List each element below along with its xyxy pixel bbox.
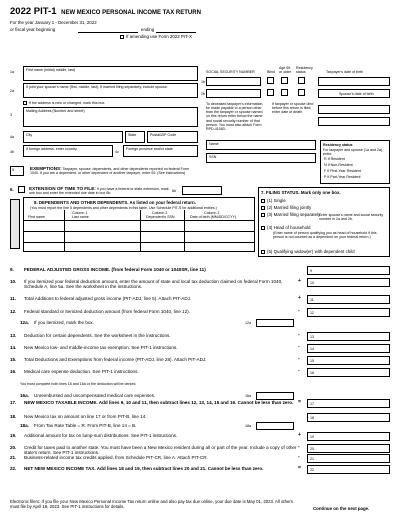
- line-box-label: 18: [310, 416, 314, 420]
- footer-note: Electronic filers: If you file your New Mexico Personal Income Tax return online and also pay tax due online, your due date is May 01, 2023. All others must file by April 18, 2023. See PIT-1 instructions for details.: [10, 499, 293, 509]
- line-amount-field[interactable]: [307, 332, 390, 341]
- other-person-ssn-label: SSN: [209, 155, 217, 159]
- line-number: 15.: [10, 357, 17, 362]
- fiscal-year-label: or fiscal year beginning: [10, 27, 56, 32]
- filing-status-widow: (5) Qualifying widow(er) with dependent child: [267, 249, 355, 254]
- line-sub-amount-field[interactable]: [256, 319, 294, 327]
- filing-status-hoh-box[interactable]: [261, 226, 265, 230]
- zip-field[interactable]: [147, 131, 198, 143]
- residency-status-panel: [320, 140, 390, 184]
- extension-box[interactable]: [18, 186, 25, 193]
- line-text: Medical care expense deduction. See PIT-1 instructions.: [24, 369, 139, 374]
- line-number: 9.: [10, 267, 14, 272]
- amended-label: If amending use Form 2022 PIT-X: [126, 34, 192, 39]
- age65-label: Age 65 or older: [279, 66, 292, 75]
- date-of-death-note: If taxpayer or spouse died before this return is filed, enter date of death: [272, 102, 314, 115]
- dep-col1-lastname: Last name: [72, 215, 89, 219]
- separate-note: Enter spouse's name and social security number in 2a and 2b.: [319, 213, 384, 222]
- first-name-label: First name (Initial) middle, last): [26, 68, 76, 72]
- line-box-label: 10: [310, 281, 314, 285]
- line-number: 20.: [10, 445, 17, 450]
- spouse-age65-box[interactable]: [281, 89, 288, 96]
- line-number: 12.: [10, 309, 17, 314]
- taxpayer-ssn-field[interactable]: [206, 77, 261, 86]
- line-amount-field[interactable]: [307, 344, 390, 353]
- spouse-dob-label: Spouse's date of birth: [339, 92, 374, 96]
- line-box-label: 18a: [245, 424, 251, 428]
- row-label-1b: 1b: [201, 80, 205, 84]
- foreign-province-field[interactable]: [123, 145, 198, 157]
- line-number: 22.: [10, 466, 17, 471]
- residency-option-r: R If Resident: [324, 157, 345, 161]
- spouse-blind-box[interactable]: [267, 89, 274, 96]
- line-text: NEW MEXICO TAXABLE INCOME. Add lines 9, 10 and 11, then subtract lines 12, 13, 14, 15 and 16. Cannot be less than zero.: [24, 400, 294, 405]
- taxpayer-age65-box[interactable]: [281, 77, 288, 84]
- residency-option-n: N If Non-Resident: [324, 163, 353, 167]
- line-amount-field[interactable]: [307, 278, 390, 287]
- line-box-label: 12: [310, 311, 314, 315]
- other-person-name-label: Name: [209, 142, 219, 146]
- line-amount-field[interactable]: [307, 368, 390, 377]
- line-number: 21.: [10, 455, 17, 460]
- line-box-label: 22: [310, 468, 314, 472]
- row-label-2b: 2b: [201, 92, 205, 96]
- line-text: Credit for taxes paid to another state. You must have been a New Mexico resident during all or part of the year. Include a copy of other state's return. See PIT-1 instructions.: [24, 445, 297, 456]
- residency-option-p: P If Part-Year Resident: [324, 175, 361, 179]
- line-number: 11.: [10, 296, 17, 301]
- line-operator: -: [298, 368, 300, 374]
- dependents-side-strip: [10, 199, 20, 249]
- dep-col2-ssn: Dependent's SSN: [146, 215, 175, 219]
- spouse-dob-field[interactable]: [318, 89, 390, 98]
- deceased-note: To deceased taxpayer's information, be made payable to a person other than the taxpayer or spouse named on this return enter below the name and social security number of that person. You must also attach Form RPD-41083.: [206, 102, 264, 131]
- line-operator: -: [298, 344, 300, 350]
- other-person-ssn-field[interactable]: [206, 153, 316, 163]
- line-number: 17.: [10, 400, 17, 405]
- foreign-country-field[interactable]: [23, 145, 113, 157]
- line-text: Federal standard or itemized deduction amount (from federal Form 1040, line 12).: [24, 309, 190, 314]
- taxpayer-blind-box[interactable]: [267, 77, 274, 84]
- continue-note: Continue on the next page.: [313, 506, 370, 511]
- extension-6b-label: 6b: [172, 189, 176, 193]
- line-box-label: 15: [310, 359, 314, 363]
- line-box-label: 9: [310, 269, 312, 273]
- first-name-field[interactable]: [23, 66, 198, 81]
- blind-label: Blind: [267, 70, 275, 74]
- line-number: 18a.: [20, 423, 29, 428]
- hoh-note: (Enter name of person qualifying you as head of household if this person is not counted as a dependent on your federal return.): [273, 231, 377, 240]
- foreign-province-label: Foreign province and/or state: [126, 147, 173, 151]
- line-amount-field[interactable]: [307, 413, 390, 422]
- line-text: New Mexico low- and middle-income tax exemption. See PIT-1 instructions.: [24, 345, 178, 350]
- line-number: 12a.: [20, 320, 29, 325]
- address-change-label: If the address is new or changed, mark this box.: [29, 101, 106, 105]
- residency-label: Residency status: [296, 66, 313, 75]
- filing-status-single: (1) Single: [267, 198, 286, 203]
- fiscal-begin-field[interactable]: [78, 32, 138, 33]
- line-number: 16.: [10, 369, 17, 374]
- row-label-4b: 4b: [10, 150, 14, 154]
- line-operator: -: [298, 332, 300, 338]
- spouse-name-label: If joint your spouse's name (first, middle, last). If married filing separately, include spouse.: [26, 85, 168, 89]
- line-number: 14.: [10, 345, 17, 350]
- line-amount-field[interactable]: [307, 432, 390, 441]
- line-text: From Tax Rate Table = R. From PIT-B, line 14 = B.: [34, 423, 137, 428]
- line-text: You must complete both lines 16 and 16a or the deduction will be denied.: [20, 382, 137, 386]
- line-operator: -: [298, 356, 300, 362]
- spouse-ssn-field[interactable]: [206, 89, 261, 98]
- line-box-label: 13: [310, 335, 314, 339]
- exemptions-line-no: 5: [12, 168, 14, 172]
- line-operator: +: [298, 278, 301, 284]
- line-operator: =: [298, 399, 301, 405]
- filing-status-joint: (2) Married filing jointly: [267, 205, 312, 210]
- dependents-note: (You must report the line 5 dependents and other dependents in this table. Use Schedule PIT-S for additional entries.): [30, 206, 217, 210]
- amended-checkbox[interactable]: [120, 35, 124, 39]
- dep-col3-dob: Date of birth (MM/DD/CCYY): [190, 215, 237, 219]
- line-box-label: 16: [310, 371, 314, 375]
- line-amount-field[interactable]: [307, 295, 390, 304]
- line-amount-field[interactable]: [307, 399, 390, 408]
- fiscal-end-field[interactable]: [156, 32, 196, 33]
- spouse-residency-box[interactable]: [298, 89, 305, 96]
- filing-status-joint-box[interactable]: [261, 206, 265, 210]
- line-box-label: 16a: [245, 394, 251, 398]
- filing-status-widow-box[interactable]: [261, 250, 265, 254]
- row-label-4a: 4a: [10, 135, 14, 139]
- mailing-address-label: Mailing Address (Number and street): [26, 109, 85, 113]
- line-box-label: 12a: [245, 321, 251, 325]
- other-person-name-field[interactable]: [206, 140, 316, 150]
- line-sub-amount-field[interactable]: [256, 392, 294, 400]
- line-text: Business-related income tax credits applied, from Schedule PIT-CR, line A. Attach PIT-CR.: [24, 455, 208, 460]
- line-box-label: 14: [310, 347, 314, 351]
- line-amount-field[interactable]: [307, 454, 390, 463]
- extension-label: EXTENSION OF TIME TO FILE:: [29, 186, 96, 191]
- dep-col1: Column 1: [72, 211, 88, 215]
- filing-status-title: 7. FILING STATUS. Mark only one box.: [261, 190, 341, 195]
- line-box-label: 20: [310, 447, 314, 451]
- extension-number: 6.: [10, 187, 14, 192]
- line-box-label: 19: [310, 435, 314, 439]
- row-label-1a: 1a: [10, 70, 14, 74]
- dep-col3: Column 3: [204, 211, 220, 215]
- taxpayer-dob-field[interactable]: [318, 77, 390, 86]
- mailing-address-field[interactable]: [23, 107, 198, 127]
- zip-label: Postal/ZIP Code: [150, 133, 177, 137]
- state-field[interactable]: [125, 131, 145, 143]
- taxpayer-residency-box[interactable]: [298, 77, 305, 84]
- dependents-title: 8. DEPENDENTS AND OTHER DEPENDENTS. As listed on your federal return.: [34, 200, 196, 205]
- line-operator: =: [298, 465, 301, 471]
- line-text: FEDERAL ADJUSTED GROSS INCOME. (from federal Form 1040 or 1040SR, line 11): [24, 267, 206, 272]
- line-operator: -: [298, 308, 300, 314]
- line-text: New Mexico tax on amount on line 17 or from PIT-B, line 14.: [24, 414, 147, 419]
- line-amount-field[interactable]: [307, 444, 390, 453]
- line-amount-field[interactable]: [307, 266, 390, 275]
- residency-title: Residency status: [323, 143, 353, 147]
- line-operator: -: [298, 454, 300, 460]
- line-sub-amount-field[interactable]: [256, 422, 294, 430]
- extension-text: If you have a federal or state extension, mark one box and enter the extended due date in box 6b.: [29, 187, 169, 196]
- row-label-3: 3: [10, 113, 12, 117]
- exemptions-text: Taxpayer, spouse, dependents, and other dependents reported on federal Form 1040. If you are a dependent, or other dependent of another taxpayer, enter 00. (See instructions): [30, 167, 190, 176]
- line-text: Deduction for certain dependents. See the worksheet in the instructions.: [24, 333, 171, 338]
- line-amount-field[interactable]: [307, 308, 390, 317]
- state-label: State: [128, 133, 137, 137]
- dep-first-name: First name: [28, 215, 45, 219]
- residency-text: For taxpayer and spouse (1a and 2a), enter:: [323, 148, 384, 157]
- line-text: Total Additions to federal adjusted gross income (PIT-ADJ, line 5). Attach PIT-ADJ.: [24, 296, 192, 301]
- spouse-name-field[interactable]: [23, 83, 198, 98]
- filing-status-separate: (3) Married filing separately: [267, 212, 321, 217]
- line-box-label: 11: [310, 298, 314, 302]
- line-operator: +: [298, 295, 301, 301]
- foreign-country-label: If foreign address, enter country: [26, 147, 77, 151]
- city-field[interactable]: [23, 131, 123, 143]
- row-label-4c: 4c: [115, 150, 119, 154]
- line-box-label: 21: [310, 457, 314, 461]
- city-label: City: [26, 133, 33, 137]
- line-number: 18.: [10, 414, 17, 419]
- line-text: NET NEW MEXICO INCOME TAX. Add lines 18 and 19, then subtract lines 20 and 21. Cannot be less than zero.: [24, 466, 264, 471]
- filing-status-panel: [258, 187, 390, 257]
- form-subtitle: NEW MEXICO PERSONAL INCOME TAX RETURN: [61, 10, 201, 16]
- ssn-label: SOCIAL SECURITY NUMBER: [206, 70, 255, 74]
- filing-status-hoh: (4) Head of household: [267, 225, 311, 230]
- line-operator: +: [298, 432, 301, 438]
- line-text: If you itemized your federal deduction amount, enter the amount of state and local tax deduction claimed on federal Form 1040, Schedule A, line 5a. See the worksheet in the instructions.: [24, 279, 283, 290]
- tax-period: For the year January 1 - December 31, 2022: [10, 20, 97, 25]
- line-number: 13.: [10, 333, 17, 338]
- filing-status-single-box[interactable]: [261, 199, 265, 203]
- dep-col2: Column 2: [152, 211, 168, 215]
- ending-label: ending: [141, 27, 155, 32]
- spouse-death-field[interactable]: [318, 117, 390, 126]
- line-amount-field[interactable]: [307, 465, 390, 474]
- line-box-label: 17: [310, 402, 314, 406]
- line-number: 16a.: [20, 393, 29, 398]
- extension-date-field[interactable]: [182, 186, 222, 195]
- line-number: 19.: [10, 433, 17, 438]
- residency-option-f: F If First-Year Resident: [324, 169, 361, 173]
- line-text: Total Deductions and Exemptions from federal income (PIT-ADJ, line 28). Attach PIT-ADJ.: [24, 357, 207, 362]
- taxpayer-death-field[interactable]: [318, 105, 390, 114]
- line-amount-field[interactable]: [307, 356, 390, 365]
- line-operator: -: [298, 444, 300, 450]
- line-text: Unreimbursed and uncompensated medical care expenses.: [34, 393, 156, 398]
- dependents-table: [23, 197, 255, 252]
- address-change-checkbox[interactable]: [23, 101, 27, 105]
- row-label-2a: 2a: [10, 89, 14, 93]
- taxpayer-dob-label: Taxpayer's date of birth: [326, 70, 364, 74]
- line-text: Additional amount for tax on lump-sum distributions. See PIT-1 instructions.: [24, 433, 178, 438]
- line-number: 10.: [10, 279, 17, 284]
- filing-status-separate-box[interactable]: [261, 213, 265, 217]
- exemptions-label: EXEMPTIONS:: [30, 166, 62, 171]
- form-title: 2022 PIT-1: [10, 6, 57, 17]
- line-text: If you itemized, mark the box.: [34, 320, 94, 325]
